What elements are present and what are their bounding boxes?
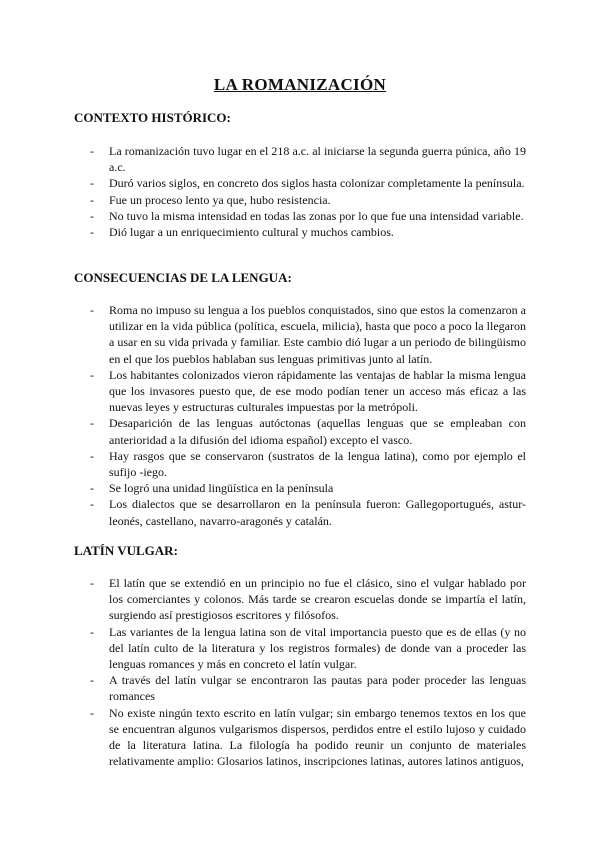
list-item: - Fue un proceso lento ya que, hubo resistencia. <box>90 192 526 208</box>
list-item: - A través del latín vulgar se encontraron las pautas para poder proceder las lenguas romances <box>90 672 526 704</box>
list-item: - Duró varios siglos, en concreto dos siglos hasta colonizar completamente la península. <box>90 175 526 191</box>
list-item: - Desaparición de las lenguas autóctonas (aquellas lenguas que se empleaban con anterioridad a la difusión del idioma español) excepto el vasco. <box>90 415 526 447</box>
list-item: - Las variantes de la lengua latina son de vital importancia puesto que es de ellas (y no del latín culto de la literatura y los registros formales) de donde van a proceder las lenguas romances y más en concreto el latín vulgar. <box>90 624 526 673</box>
section-heading-contexto: CONTEXTO HISTÓRICO: <box>74 110 231 125</box>
list-item: - Los dialectos que se desarrollaron en la península fueron: Gallegoportugués, astur-leonés, castellano, navarro-aragonés y catalán. <box>90 496 526 528</box>
list-item: - Roma no impuso su lengua a los pueblos conquistados, sino que estos la comenzaron a utilizar en la vida pública (política, escuela, milicia), hasta que poco a poco la llegaron a usar en su vida privada y familiar. Este cambio dió lugar a un periodo de bilingüismo en el que los pueblos hablaban sus lenguas primitivas junto al latín. <box>90 302 526 367</box>
list-item: - Dió lugar a un enriquecimiento cultural y muchos cambios. <box>90 224 526 240</box>
list-item: - No tuvo la misma intensidad en todas las zonas por lo que fue una intensidad variable. <box>90 208 526 224</box>
section-heading-consecuencias: CONSECUENCIAS DE LA LENGUA: <box>74 270 292 285</box>
list-item: - No existe ningún texto escrito en latín vulgar; sin embargo tenemos textos en los que se encuentran algunos vulgarismos dispersos, perdidos entre el estilo lujoso y cuidado de la literatura latina. La filología ha podido reunir un conjunto de materiales relativamente amplio: Glosarios latinos, inscripciones latinas, autores latinos antiguos, <box>90 705 526 770</box>
list-item: - La romanización tuvo lugar en el 218 a.c. al iniciarse la segunda guerra púnica, año 19 a.c. <box>90 143 526 175</box>
section-list-consecuencias <box>90 302 526 529</box>
section-list-contexto <box>90 143 526 240</box>
list-item: - Los habitantes colonizados vieron rápidamente las ventajas de hablar la misma lengua que los invasores puesto que, de ese modo podían tener un acceso más eficaz a las nuevas leyes y estructuras culturales impuestas por la metrópoli. <box>90 367 526 416</box>
list-item: - El latín que se extendió en un principio no fue el clásico, sino el vulgar hablado por los comerciantes y colonos. Más tarde se crearon escuelas donde se impartía el latín, surgiendo así prestigiosos escritores y filósofos. <box>90 575 526 624</box>
section-list-latin-vulgar <box>90 575 526 769</box>
list-item: - Se logró una unidad lingüística en la península <box>90 480 526 496</box>
list-item: - Hay rasgos que se conservaron (sustratos de la lengua latina), como por ejemplo el sufijo -iego. <box>90 448 526 480</box>
section-heading-latin-vulgar: LATÍN VULGAR: <box>74 543 178 558</box>
page-title: LA ROMANIZACIÓN <box>213 75 387 94</box>
